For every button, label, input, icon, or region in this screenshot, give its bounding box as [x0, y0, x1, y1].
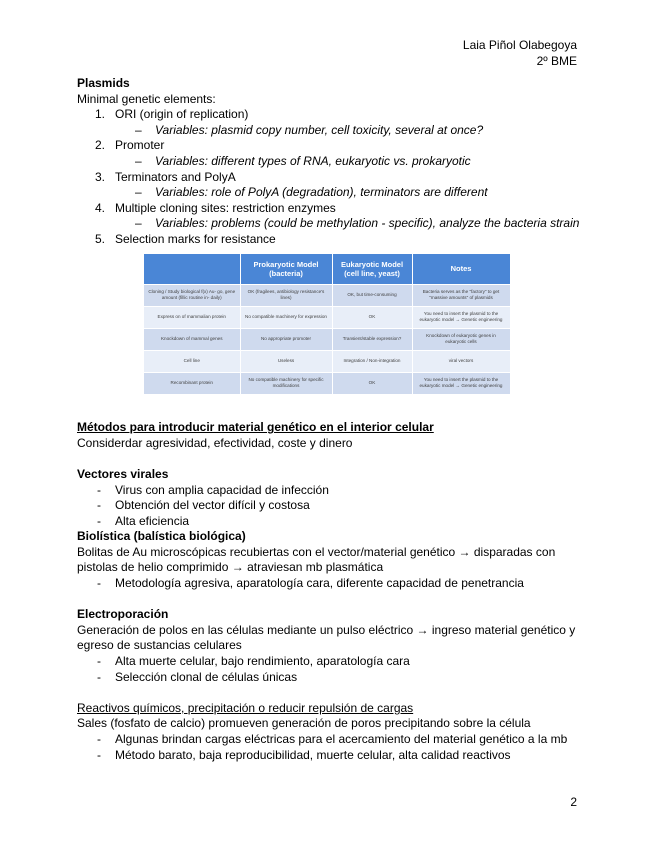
reactivos-title: Reactivos químicos, precipitación o reducir repulsión de cargas [77, 700, 414, 715]
table-row [144, 306, 510, 328]
page-number: 2 [570, 795, 577, 809]
table-cell: You need to insert the plasmid to the eukaryotic model → Genetic engineering [412, 372, 510, 394]
list-subitem: – Variables: plasmid copy number, cell toxicity, several at once? [135, 122, 484, 137]
table-header-cell [144, 254, 240, 285]
table-header-cell: Eukaryotic Model (cell line, yeast) [332, 254, 412, 285]
list-item: - Obtención del vector difícil y costosa [97, 498, 310, 513]
list-item: - Virus con amplia capacidad de infección [97, 482, 329, 497]
electro-title: Electroporación [77, 607, 169, 622]
table-cell: Useless [240, 350, 332, 372]
table-cell: No compatible machinery for expression [240, 306, 332, 328]
table-cell: You need to insert the plasmid to the eukaryotic model → Genetic engineering [412, 306, 510, 328]
table-header-row [144, 254, 510, 285]
list-item: - Alta eficiencia [97, 513, 190, 528]
list-item: - Alta muerte celular, bajo rendimiento, aparatología cara [97, 654, 410, 669]
table-row [144, 328, 510, 350]
table-header-cell: Notes [412, 254, 510, 285]
table-cell: Recombinant protein [144, 372, 240, 394]
list-subitem: – Variables: different types of RNA, eukaryotic vs. prokaryotic [135, 153, 471, 168]
biolistica-text: Bolitas de Au microscópicas recubiertas con el vector/material genético → disparadas con pistolas de helio comprimido → atraviesan mb plasmática [77, 544, 556, 575]
table-cell: Bacteria serves as the "factory" to get "massive amounts" of plasmids [412, 284, 510, 306]
list-item: 5. Selection marks for resistance [95, 231, 276, 246]
electro-text: Generación de polos en las células mediante un pulso eléctrico → ingreso material genético y egreso de sustancias celulares [77, 622, 576, 653]
table-cell: OK [332, 306, 412, 328]
metodos-intro: Considerdar agresividad, efectividad, coste y dinero [77, 435, 353, 450]
table-row [144, 350, 510, 372]
vectores-title: Vectores virales [77, 466, 169, 481]
list-subitem: – Variables: problems (could be methylation - specific), analyze the bacteria strain [135, 216, 580, 231]
metodos-title: Métodos para introducir material genético en el interior celular [77, 420, 434, 435]
table-cell: Integration / Non-integration [332, 350, 412, 372]
list-item: - Método barato, baja reproducibilidad, muerte celular, alta calidad reactivos [97, 747, 511, 762]
table-cell: OK (fragilees, antibiology resistance's lines) [240, 284, 332, 306]
table-cell: Cloning / Study biological f(x) Au- go, gene amount (fillic routine in- daily) [144, 284, 240, 306]
list-item: 4. Multiple cloning sites: restriction enzymes [95, 200, 336, 215]
table-cell: Knockdown of mammal genes [144, 328, 240, 350]
list-item: - Algunas brindan cargas eléctricas para el acercamiento del material genético a la mb [97, 732, 568, 746]
list-item: - Metodología agresiva, aparatología cara, diferente capacidad de penetrancia [97, 576, 524, 591]
table-cell: No appropriate promoter [240, 328, 332, 350]
table-cell: Transient/stable expression? [332, 328, 412, 350]
table-cell: Express on of mammalian protein [144, 306, 240, 328]
table-cell: OK [332, 372, 412, 394]
reactivos-text: Sales (fosfato de calcio) promueven generación de poros precipitando sobre la célula [77, 716, 531, 731]
list-subitem: – Variables: role of PolyA (degradation), terminators are different [135, 185, 488, 200]
table-cell: Knockdown of eukaryotic genes in eukaryotic cells [412, 328, 510, 350]
table-cell: OK, but time-consuming [332, 284, 412, 306]
table-row [144, 372, 510, 394]
plasmids-intro: Minimal genetic elements: [77, 91, 216, 106]
table-header-cell: Prokaryotic Model (bacteria) [240, 254, 332, 285]
table-row [144, 284, 510, 306]
table-cell: Cell line [144, 350, 240, 372]
model-comparison-table [144, 254, 511, 394]
plasmids-title: Plasmids [77, 76, 130, 90]
list-item: 3. Terminators and PolyA [95, 169, 236, 184]
biolistica-title: Biolística (balística biológica) [77, 529, 246, 544]
list-item: 2. Promoter [95, 138, 165, 153]
table-cell: No compatible machinery for specific modifications [240, 372, 332, 394]
page-content [77, 76, 582, 763]
list-item: 1. ORI (origin of replication) [95, 107, 249, 122]
table-cell: viral vectors [412, 350, 510, 372]
list-item: - Selección clonal de células únicas [97, 669, 298, 684]
header-author: Laia Piñol Olabegoya [462, 38, 577, 52]
header-course: 2º BME [536, 54, 577, 68]
